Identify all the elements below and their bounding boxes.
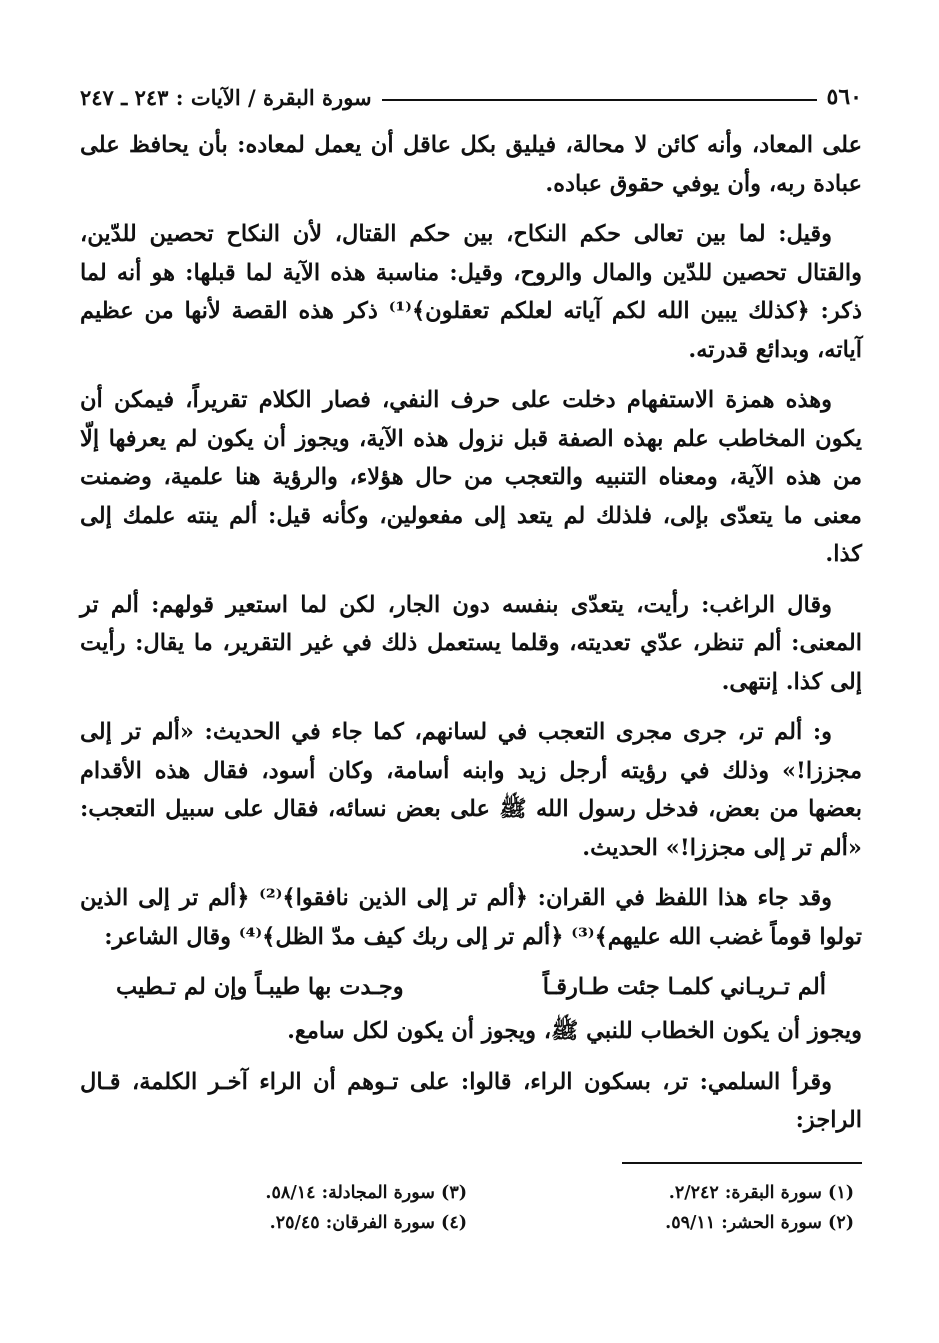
paragraph: وقد جاء هذا اللفظ في القران: ﴿ألم تر إلى الذين نافقوا﴾⁽²⁾ ﴿ألم تر إلى الذين تولوا قوماً غضب الله عليهم﴾⁽³⁾ ﴿ألم تر إلى ربك كيف مدّ الظل﴾⁽⁴⁾ وقال الشاعر:: [80, 885, 862, 950]
footnote: (١) سورة البقرة: ٢/٢٤٢.: [668, 1182, 854, 1203]
paragraph: و: ألم تر، جرى مجرى التعجب في لسانهم، كما جاء في الحديث: «ألم تر إلى مجززا!» وذلك في رؤيته أرجل زيد وابنه أسامة، وكان أسود، فقال هذه الأقدام بعضها من بعض، فدخل رسول الله ﷺ على بعض نسائه، فقال على سبيل التعجب: «ألم تر إلى مجززا!» الحديث.: [80, 719, 862, 861]
poem-verse: [80, 968, 862, 1006]
main-text: [80, 126, 862, 1140]
paragraph: وقيل: لما بين تعالى حكم النكاح، بين حكم القتال، لأن النكاح تحصين للدّين، والقتال تحصين للدّين والمال والروح، وقيل: مناسبة هذه الآية لما قبلها: هو أنه لما ذكر: ﴿كذلك يبين الله لكم آياته لعلكم تعقلون﴾⁽¹⁾ ذكر هذه القصة لأنها من عظيم آياته، وبدائع قدرته.: [80, 221, 862, 363]
paragraph: وقال الراغب: رأيت، يتعدّى بنفسه دون الجار، لكن لما استعير قولهم: ألم تر المعنى: ألم تنظر، عدّي تعديته، وقلما يستعمل ذلك في غير التقرير، ما يقال: رأيت إلى كذا. إنتهى.: [80, 591, 862, 695]
page-number: ٥٦٠: [826, 84, 862, 110]
poem-second-hemistich: وجـدت بها طيبـاً وإن لم تـطيب: [116, 974, 404, 1000]
header-rule: [382, 99, 817, 101]
paragraph: على المعاد، وأنه كائن لا محالة، فيليق بكل عاقل أن يعمل لمعاده: بأن يحافظ على عبادة ربه، وأن يوفي حقوق عباده.: [80, 132, 862, 197]
paragraph: ويجوز أن يكون الخطاب للنبي ﷺ، ويجوز أن يكون لكل سامع.: [287, 1018, 862, 1044]
page-header: [80, 70, 862, 112]
footnote-separator: [622, 1162, 862, 1164]
paragraph: وهذه همزة الاستفهام دخلت على حرف النفي، فصار الكلام تقريراً، فيمكن أن يكون المخاطب علم بهذه الصفة قبل نزول هذه الآية، ويجوز أن يكون لم يعرفها إلّا من هذه الآية، ومعناه التنبيه والتعجب من حال هؤلاء، والرؤية هنا علمية، وضمنت معنى ما يتعدّى بإلى، فلذلك لم يتعد إلى مفعولين، وكأنه قيل: ألم ينته علمك إلى كذا.: [80, 387, 862, 567]
document-page: [80, 70, 862, 1280]
paragraph: وقرأ السلمي: تر، بسكون الراء، قالوا: على تـوهم أن الراء آخـر الكلمة، قـال الراجز:: [80, 1068, 862, 1133]
poem-first-hemistich: ألم تـريـاني كلمـا جئت طـارقـاً: [542, 974, 826, 1000]
footnote: (٣) سورة المجادلة: ٥٨/١٤.: [265, 1182, 467, 1203]
footnote: (٢) سورة الحشر: ٥٩/١١.: [665, 1212, 854, 1233]
running-title: سورة البقرة / الآيات : ٢٤٣ ـ ٢٤٧: [80, 85, 372, 110]
footnote: (٤) سورة الفرقان: ٢٥/٤٥.: [269, 1212, 467, 1233]
footnotes: [80, 1178, 862, 1238]
